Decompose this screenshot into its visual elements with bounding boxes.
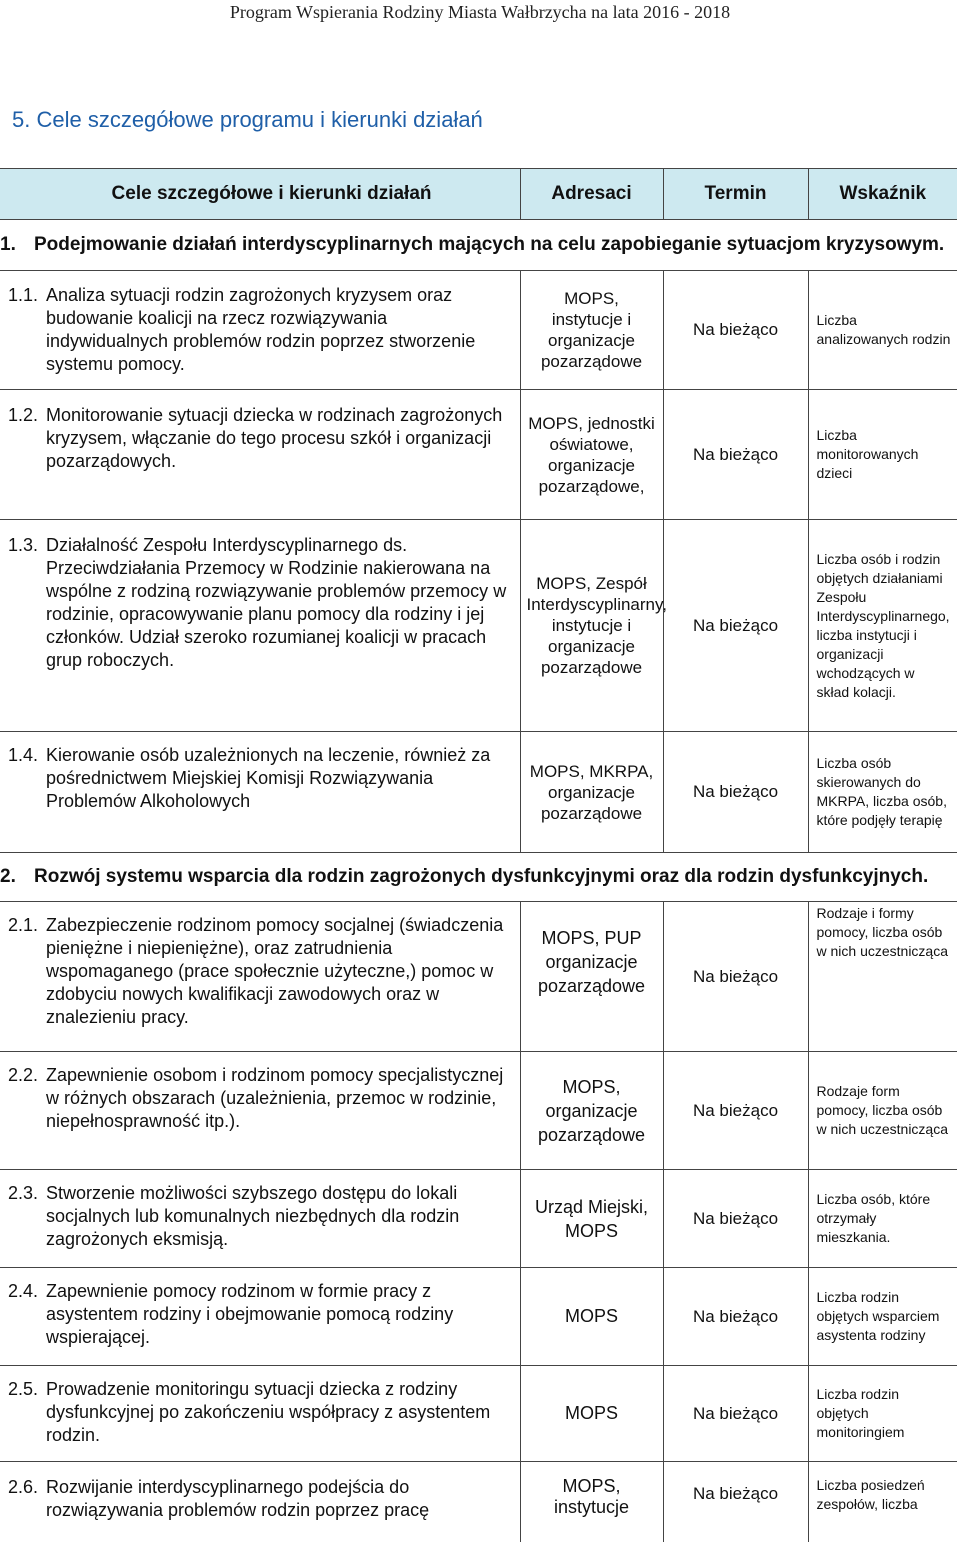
item-text: Kierowanie osób uzależnionych na leczenie, również za pośrednictwem Miejskiej Komisji Rozwiązywania Problemów Alkoholowych <box>46 745 491 811</box>
item-indicator: Liczba rodzin objętych monitoringiem <box>808 1366 957 1462</box>
table-row <box>0 1052 957 1170</box>
item-addressees: MOPS <box>520 1366 663 1462</box>
item-term: Na bieżąco <box>663 1268 808 1366</box>
table-row <box>0 271 957 390</box>
item-addressees: MOPS, instytucje i organizacje pozarządowe <box>520 271 663 390</box>
item-indicator: Rodzaje i formy pomocy, liczba osób w nich uczestnicząca <box>808 902 957 1052</box>
item-number: 1.3. <box>8 535 39 555</box>
item-indicator: Liczba osób skierowanych do MKRPA, liczba osób, które podjęły terapię <box>808 732 957 853</box>
item-term: Na bieżąco <box>663 1462 808 1542</box>
item-text: Zapewnienie pomocy rodzinom w formie pracy z asystentem rodziny i obejmowanie pomocą rodziny wspierającej. <box>46 1281 454 1347</box>
item-term: Na bieżąco <box>663 520 808 732</box>
table-header-row <box>0 169 957 220</box>
objectives-table <box>0 168 957 1542</box>
item-number: 2.5. <box>8 1379 39 1399</box>
item-addressees: MOPS <box>520 1268 663 1366</box>
item-number: 1.2. <box>8 405 39 425</box>
group-row <box>0 220 957 271</box>
item-indicator: Liczba rodzin objętych wsparciem asystenta rodziny <box>808 1268 957 1366</box>
item-text: Działalność Zespołu Interdyscyplinarnego ds. Przeciwdziałania Przemocy w Rodzinie nakierowana na wspólne z rodziną rozwiązywanie problemów przemocy w rodzinie, opracowywanie planu pomocy dla rodziny i jej członków. Udział szeroko rozumianej koalicji w pracach grup roboczych. <box>46 535 507 670</box>
item-term: Na bieżąco <box>663 902 808 1052</box>
group-title: Podejmowanie działań interdyscyplinarnych mających na celu zapobieganie sytuacjom kryzysowym. <box>34 234 945 255</box>
item-text: Monitorowanie sytuacji dziecka w rodzinach zagrożonych kryzysem, włączanie do tego procesu szkół i organizacji pozarządowych. <box>46 405 503 471</box>
item-text: Rozwijanie interdyscyplinarnego podejścia do rozwiązywania problemów rodzin poprzez pracę <box>46 1477 430 1520</box>
item-term: Na bieżąco <box>663 1366 808 1462</box>
item-indicator: Rodzaje form pomocy, liczba osób w nich uczestnicząca <box>808 1052 957 1170</box>
table-row <box>0 1366 957 1462</box>
section-title: 5. Cele szczegółowe programu i kierunki działań <box>12 107 483 132</box>
item-addressees: MOPS, Zespół Interdyscyplinarny, instytucje i organizacje pozarządowe <box>520 520 663 732</box>
item-text: Zabezpieczenie rodzinom pomocy socjalnej (świadczenia pieniężne i niepieniężne), oraz zatrudnienia wspomaganego (prace społecznie użyteczne,) pomoc w zdobyciu nowych kwalifikacji zawodowych oraz w znalezieniu pracy. <box>46 915 504 1027</box>
item-number: 1.4. <box>8 745 39 765</box>
item-addressees: MOPS, instytucje <box>520 1462 663 1542</box>
item-number: 2.2. <box>8 1065 39 1085</box>
item-term: Na bieżąco <box>663 390 808 520</box>
header-addressees: Adresaci <box>520 169 663 220</box>
group-number: 1. <box>0 234 16 255</box>
header-objectives: Cele szczegółowe i kierunki działań <box>0 169 520 220</box>
item-addressees: MOPS, jednostki oświatowe, organizacje pozarządowe, <box>520 390 663 520</box>
item-text: Zapewnienie osobom i rodzinom pomocy specjalistycznej w różnych obszarach (uzależnienia, przemoc w rodzinie, niepełnosprawność itp.). <box>46 1065 504 1131</box>
table-row <box>0 1268 957 1366</box>
table-row <box>0 390 957 520</box>
item-indicator: Liczba analizowanych rodzin <box>808 271 957 390</box>
item-term: Na bieżąco <box>663 271 808 390</box>
item-addressees: MOPS, PUP organizacje pozarządowe <box>520 902 663 1052</box>
item-number: 2.6. <box>8 1477 39 1497</box>
header-indicator: Wskaźnik <box>808 169 957 220</box>
item-addressees: MOPS, MKRPA, organizacje pozarządowe <box>520 732 663 853</box>
item-term: Na bieżąco <box>663 1170 808 1268</box>
item-addressees: Urząd Miejski, MOPS <box>520 1170 663 1268</box>
item-number: 2.1. <box>8 915 39 935</box>
item-addressees: MOPS, organizacje pozarządowe <box>520 1052 663 1170</box>
item-number: 2.4. <box>8 1281 39 1301</box>
item-text: Analiza sytuacji rodzin zagrożonych kryzysem oraz budowanie koalicji na rzecz rozwiązywania indywidualnych problemów rodzin poprzez stworzenie systemu pomocy. <box>46 285 476 374</box>
item-indicator: Liczba posiedzeń zespołów, liczba <box>808 1462 957 1542</box>
item-indicator: Liczba monitorowanych dzieci <box>808 390 957 520</box>
item-term: Na bieżąco <box>663 732 808 853</box>
running-header: Program Wspierania Rodziny Miasta Wałbrzycha na lata 2016 - 2018 <box>229 2 731 22</box>
header-term: Termin <box>663 169 808 220</box>
group-number: 2. <box>0 866 16 887</box>
table-row <box>0 1170 957 1268</box>
group-title: Rozwój systemu wsparcia dla rodzin zagrożonych dysfunkcyjnymi oraz dla rodzin dysfunkcyjnych. <box>34 866 929 887</box>
item-text: Prowadzenie monitoringu sytuacji dziecka z rodziny dysfunkcyjnej po zakończeniu współpracy z asystentem rodzin. <box>46 1379 491 1445</box>
item-indicator: Liczba osób i rodzin objętych działaniami Zespołu Interdyscyplinarnego, liczba instytucji i organizacji wchodzących w skład kolacji. <box>808 520 957 732</box>
table-row <box>0 520 957 732</box>
item-number: 1.1. <box>8 285 39 305</box>
table-row <box>0 1462 957 1542</box>
item-term: Na bieżąco <box>663 1052 808 1170</box>
table-row <box>0 902 957 1052</box>
group-row <box>0 853 957 902</box>
item-text: Stworzenie możliwości szybszego dostępu do lokali socjalnych lub komunalnych niezbędnych dla rodzin zagrożonych eksmisją. <box>46 1183 460 1249</box>
item-number: 2.3. <box>8 1183 39 1203</box>
table-row <box>0 732 957 853</box>
item-indicator: Liczba osób, które otrzymały mieszkania. <box>808 1170 957 1268</box>
